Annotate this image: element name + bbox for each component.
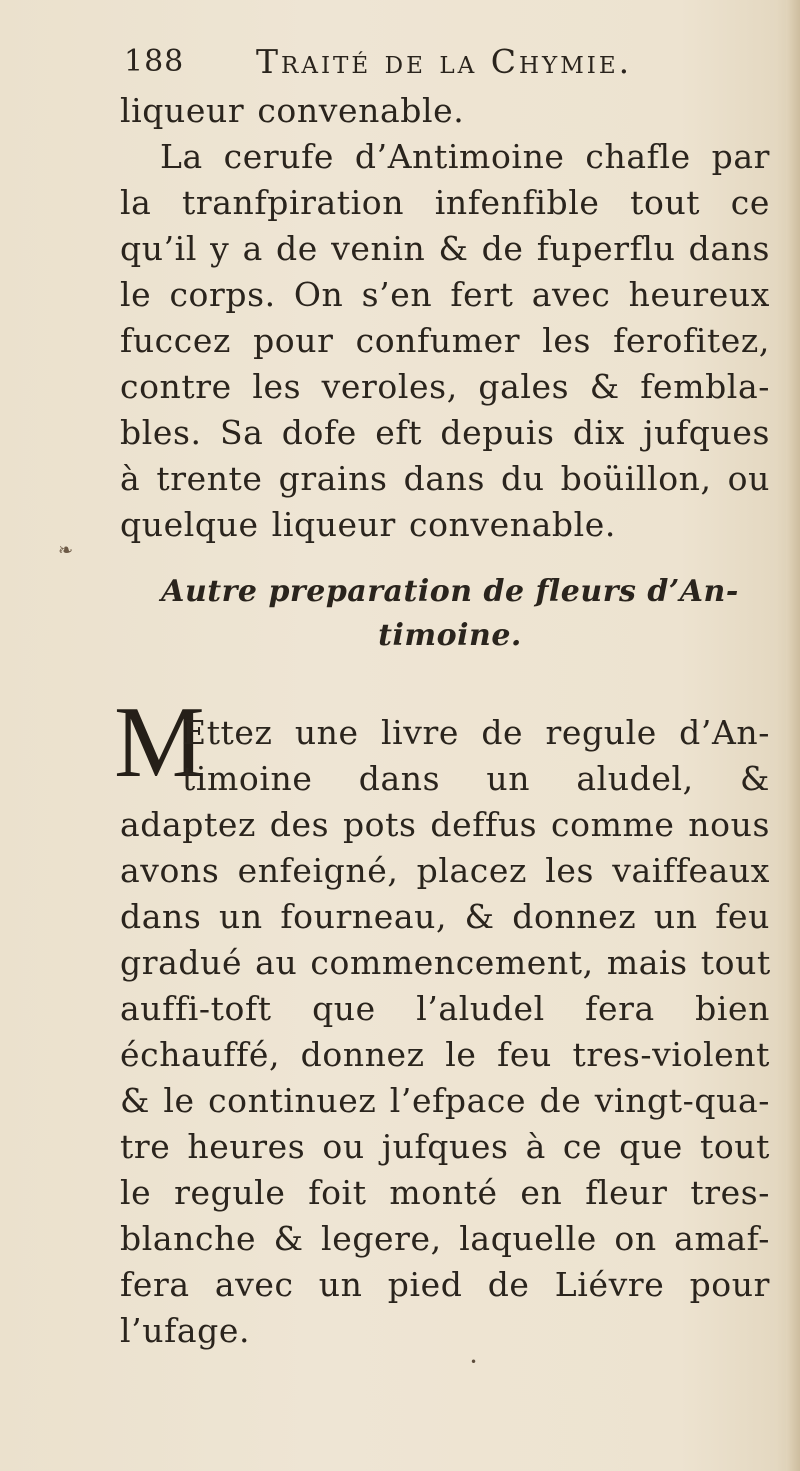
text-line: le regule foit monté en fleur tres- <box>120 1173 770 1212</box>
text-line: le corps. On s’en fert avec heureux <box>120 275 770 314</box>
text-line: quelque liqueur convenable. <box>120 505 616 544</box>
text-line: bles. Sa dofe eft depuis dix jufques <box>120 413 770 452</box>
text-line: Ettez une livre de regule d’An- <box>182 713 770 752</box>
page-edge <box>786 0 800 1471</box>
text-line: fera avec un pied de Liévre pour <box>120 1265 770 1304</box>
text-line: La cerufe d’Antimoine chafle par <box>160 137 770 176</box>
section-heading <box>150 570 750 658</box>
text-line: blanche & legere, laquelle on amaf- <box>120 1219 770 1258</box>
text-line: contre les veroles, gales & fembla- <box>120 367 770 406</box>
text-line: gradué au commencement, mais tout <box>120 943 771 982</box>
text-line: qu’il y a de venin & de fuperflu dans <box>120 229 770 268</box>
text-line: l’ufage. <box>120 1311 251 1350</box>
section-heading-line: timoine. <box>378 618 522 653</box>
text-line: avons enfeigné, placez les vaiffeaux <box>120 851 770 890</box>
running-title: Traité de la Chymie. <box>256 42 633 81</box>
drop-cap: M <box>114 686 205 799</box>
text-line: tre heures ou jufques à ce que tout <box>120 1127 770 1166</box>
text-line: adaptez des pots deffus comme nous <box>120 805 770 844</box>
text-line: échauffé, donnez le feu tres-violent <box>120 1035 770 1074</box>
text-line: & le continuez l’efpace de vingt-qua- <box>120 1081 770 1120</box>
text-line: dans un fourneau, & donnez un feu <box>120 897 770 936</box>
text-line: fuccez pour confumer les ferofitez, <box>120 321 770 360</box>
text-line: à trente grains dans du boüillon, ou <box>120 459 770 498</box>
page-number: 188 <box>124 44 185 79</box>
ink-speck: • <box>470 1355 478 1369</box>
margin-ornament: ❧ <box>58 540 74 561</box>
text-line: la tranfpiration infenfible tout ce <box>120 183 770 222</box>
text-line: liqueur convenable. <box>120 91 465 130</box>
text-line: auffi-toft que l’aludel fera bien <box>120 989 770 1028</box>
text-line: timoine dans un aludel, & <box>182 759 770 798</box>
section-heading-line: Autre preparation de fleurs d’An- <box>161 574 739 609</box>
